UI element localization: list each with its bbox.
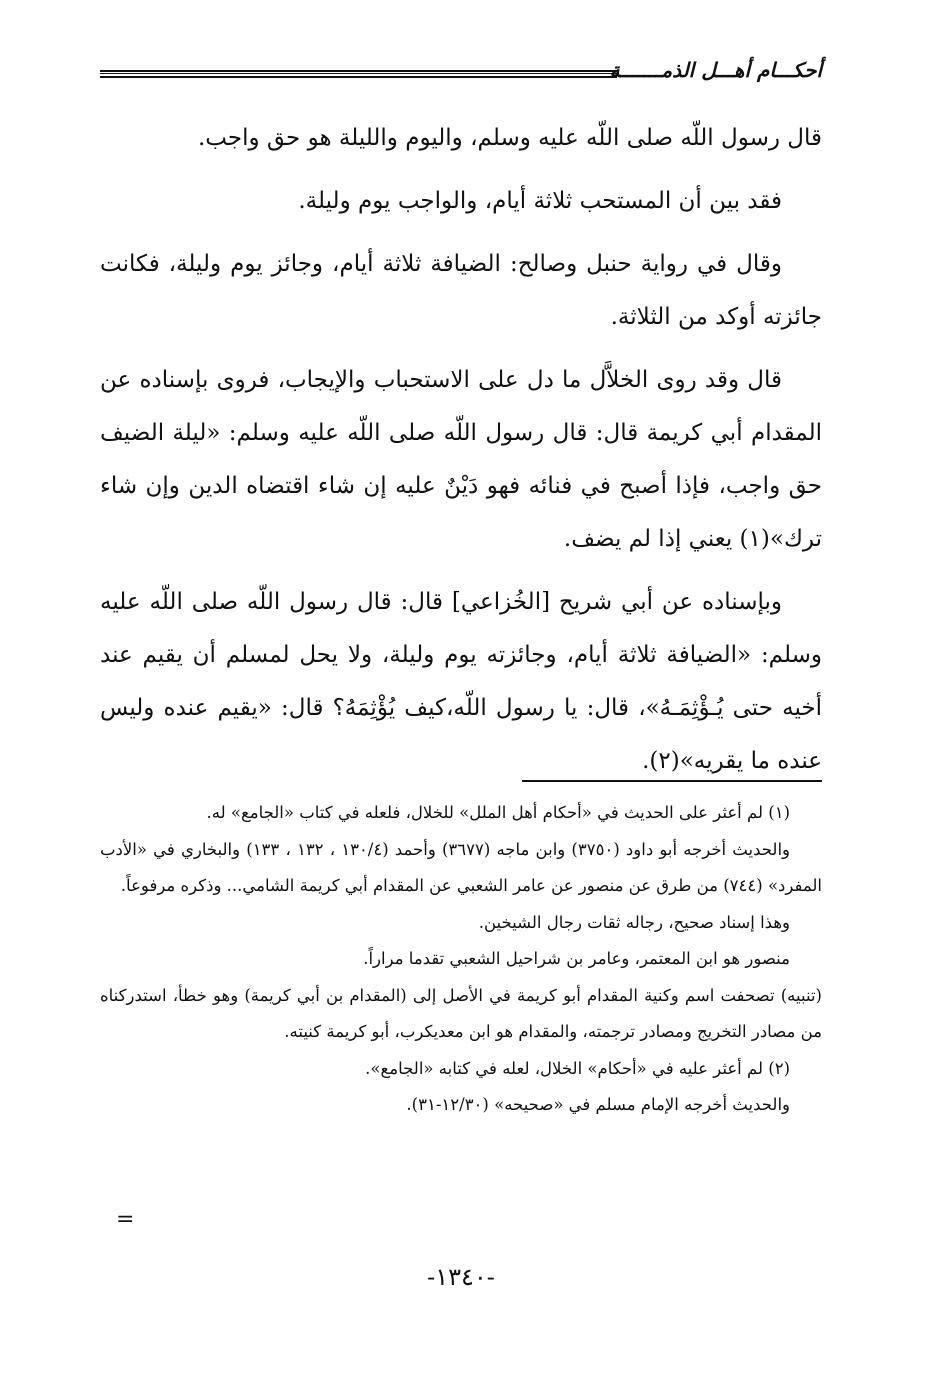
header-title: أحكـــام أهـــل الذمـــــــة: [609, 58, 822, 82]
book-page: [100, 40, 822, 1340]
page-number: -١٣٤٠-: [427, 1263, 495, 1291]
footnote: (١) لم أعثر على الحديث في «أحكام أهل الملل» للخلال، فلعله في كتاب «الجامع» له.: [206, 803, 790, 822]
paragraph: فقد بين أن المستحب ثلاثة أيام، والواجب يوم وليلة.: [298, 188, 782, 214]
paragraph: وبإسناده عن أبي شريح [الخُزاعي] قال: قال رسول اللّه صلى اللّه عليه وسلم: «الضيافة ثلاثة أيام، وجائزته يوم وليلة، ولا يحل لمسلم أن يقيم عند أخيه حتى يُـؤْثِمَـهُ»، قال: يا رسول اللّه،كيف يُؤْثِمَهُ؟ قال: «يقيم عنده وليس عنده ما يقريه»(٢).: [100, 589, 822, 774]
footnote: والحديث أخرجه الإمام مسلم في «صحيحه» (١٢/٣٠-٣١).: [406, 1095, 790, 1114]
footnote: (تنبيه) تصحفت اسم وكنية المقدام أبو كريمة في الأصل إلى (المقدام بن أبي كريمة) وهو خطأ، استدركناه من مصادر التخريج ومصادر ترجمته، والمقدام هو ابن معديكرب، أبو كريمة كنيته.: [100, 985, 822, 1041]
continuation-mark: =: [116, 1207, 135, 1232]
footnotes: [100, 795, 822, 1124]
footnote: وهذا إسناد صحيح، رجاله ثقات رجال الشيخين.: [478, 912, 790, 932]
paragraph: قال وقد روى الخلاَّل ما دل على الاستحباب والإيجاب، فروى بإسناده عن المقدام أبي كريمة قال: قال رسول اللّه صلى اللّه عليه وسلم: «ليلة الضيف حق واجب، فإذا أصبح في فنائه فهو دَيْنٌ عليه إن شاء اقتضاه الدين وإن شاء ترك»(١) يعني إذا لم يضف.: [100, 367, 822, 552]
main-text: [100, 112, 822, 798]
footnote: والحديث أخرجه أبو داود (٣٧٥٠) وابن ماجه (٣٦٧٧) وأحمد (١٣٠/٤ ، ١٣٢ ، ١٣٣) والبخاري في «الأدب المفرد» (٧٤٤) من طرق عن منصور عن عامر الشعبي عن المقدام أبي كريمة الشامي... وذكره مرفوعاً.: [100, 839, 822, 895]
header-double-rule: [100, 70, 617, 78]
footnote: (٢) لم أعثر عليه في «أحكام» الخلال، لعله في كتابه «الجامع».: [365, 1058, 790, 1078]
footnote: منصور هو ابن المعتمر، وعامر بن شراحيل الشعبي تقدما مراراً.: [363, 949, 790, 968]
paragraph: وقال في رواية حنبل وصالح: الضيافة ثلاثة أيام، وجائز يوم وليلة، فكانت جائزته أوكد من الثلاثة.: [100, 251, 822, 330]
footnote-separator: [522, 780, 822, 782]
paragraph: قال رسول اللّه صلى اللّه عليه وسلم، واليوم والليلة هو حق واجب.: [197, 125, 822, 151]
running-header: [100, 58, 822, 88]
